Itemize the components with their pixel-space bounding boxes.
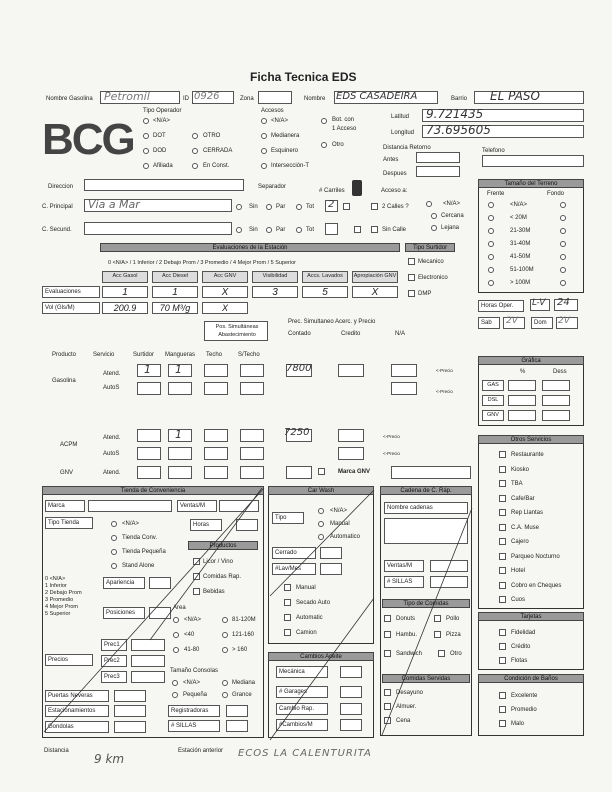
otros-servicios-header: Otros Servicios: [478, 435, 584, 444]
marca-gnv-label: Marca GNV: [338, 469, 371, 475]
c-principal-label: C. Principal: [42, 204, 73, 210]
radio-area-4180-label: 41-80: [184, 647, 200, 653]
evaluaciones-scale: 0 <N/A> / 1 Inferior / 2 Debajo Prom / 3 Promedio / 4 Mejor Prom / 5 Superior: [108, 260, 296, 266]
product-col-header: S/Techo: [238, 352, 260, 358]
radio-lejana-label: Lejana: [441, 225, 460, 231]
tipo-operador-label: Tipo Operador: [143, 108, 182, 114]
otros-servicio-label: Rep Llantas: [511, 510, 544, 516]
radio-consola-pequena-label: Pequeña: [183, 692, 208, 698]
carriles-label: # Carriles: [319, 188, 345, 194]
grafica-col2: Dess: [553, 369, 567, 375]
barrio-value: EL PASO: [490, 89, 540, 103]
eval-col-header: Apropiación GNV: [352, 271, 398, 283]
nombre-gasolina-value: Petromil: [104, 90, 150, 103]
nombre-label: Nombre: [304, 96, 326, 102]
otros-servicio-label: Hotel: [511, 568, 526, 574]
cw-autom-label: Automatic: [296, 615, 323, 621]
marca-label: Marca: [48, 503, 65, 509]
radio-dod-label: DOD: [153, 148, 167, 154]
estacion-anterior-label: Estación anterior: [178, 748, 224, 754]
nombre-cadenas-label: Nombre cadenas: [387, 505, 433, 511]
vol-value-cell[interactable]: 200.9: [102, 302, 148, 314]
antes-label: Antes: [383, 157, 399, 163]
gas-precio-prefix-2: <-Precio: [436, 389, 453, 394]
dom-value: 2V: [558, 316, 570, 326]
vol-label: Vol (Gls/M): [45, 305, 75, 311]
distancia-label: Distancia: [44, 748, 69, 754]
direccion-label: Direccion: [48, 184, 74, 190]
logo: BCG: [42, 115, 134, 164]
radio-secund-tot-label: Tot: [306, 227, 315, 233]
terreno-row-label: 51-100M: [510, 267, 534, 273]
cadena-ventas-label: Ventas/M: [387, 563, 413, 569]
radio-na-label: <N/A>: [153, 118, 171, 124]
radio-area-40-label: <40: [184, 632, 195, 638]
apariencia-label: Apariencia: [106, 580, 135, 586]
radio-principal-par-label: Par: [276, 204, 286, 210]
separador-label: Separador: [258, 184, 287, 190]
product-col-header: Servicio: [93, 352, 115, 358]
bebidas-label: Bebidas: [203, 589, 225, 595]
product-col-header: Mangueras: [165, 352, 196, 358]
radio-afiliada-label: Afiliada: [153, 163, 173, 169]
evaluaciones-header: Evaluaciones de la Estación: [100, 243, 400, 252]
product-col-header: Surtidor: [133, 352, 155, 358]
otros-servicio-label: Kiosko: [511, 466, 530, 473]
acpm-precio-value: 7250: [284, 427, 310, 438]
vol-value-cell[interactable]: 70 M³/g: [152, 302, 198, 314]
otros-servicio-label: TBA: [511, 481, 523, 487]
radio-area-160-label: > 160: [232, 647, 248, 653]
longitud-label: Longitud: [391, 130, 415, 136]
radio-tienda-na-label: <N/A>: [122, 521, 140, 527]
acpm-autos-label: AutoS: [103, 451, 120, 457]
radio-tienda-peq-label: Tienda Pequeña: [122, 549, 166, 555]
radio-consola-grande-label: Grance: [232, 692, 252, 698]
cadena-header: Cadena de C. Ráp.: [380, 486, 472, 495]
estacionamientos-label: Estacionamientos: [48, 708, 96, 714]
grafica-col1: %: [520, 369, 526, 375]
tienda-header: Tienda de Conveniencia: [42, 486, 264, 495]
acceso-a-label: Acceso a:: [381, 188, 408, 194]
otros-servicio-label: Cajero: [511, 539, 529, 545]
comidas-label: Comidas Rap.: [203, 574, 242, 580]
fondo-label: Fondo: [547, 191, 565, 197]
radio-dt-label: DOT: [153, 133, 166, 139]
sab-value: 2V: [506, 316, 518, 326]
eval-value-cell[interactable]: 1: [152, 286, 198, 298]
pizza-label: Pizza: [446, 632, 461, 638]
sillas-tienda-label: # SILLAS: [171, 723, 197, 729]
distancia-value: 9 km: [94, 752, 125, 766]
c-principal-value: Via a Mar: [88, 198, 140, 211]
eval-value-cell[interactable]: 5: [302, 286, 348, 298]
radio-interseccion-label: Intersección-T: [271, 163, 310, 169]
area-label: Area: [173, 605, 186, 611]
radio-principal-sin-label: Sin: [249, 204, 258, 210]
prec2-label: Prec2: [104, 658, 120, 664]
sin-calle-label: Sin Calle: [382, 227, 407, 233]
acceso-label: 1 Acceso: [332, 126, 357, 132]
dmp-label: DMP: [418, 291, 432, 297]
barrio-label: Barrio: [451, 96, 468, 102]
carriles-principal-value: 2: [328, 199, 335, 210]
distancia-retorno-label: Distancia Retorno: [383, 145, 431, 151]
eval-col-header: Visibilidad: [252, 271, 298, 283]
cambios-header: Cambios Aceite: [268, 652, 374, 661]
otros-servicio-label: Restaurante: [511, 452, 544, 458]
contado-label: Contado: [288, 331, 311, 337]
radio-tienda-conv-label: Tienda Conv.: [122, 535, 158, 541]
comidas-servidas-header: Comidas Servidas: [382, 674, 470, 683]
tarjeta-label: Crédito: [511, 644, 531, 650]
tipo-tienda-label: Tipo Tienda: [48, 520, 80, 526]
terreno-row-label: <N/A>: [510, 202, 528, 208]
acpm-label: ACPM: [60, 442, 78, 448]
desayuno-label: Desayuno: [396, 690, 424, 696]
horas-label: Horas Oper.: [481, 303, 514, 309]
radio-carwash-automatico-label: Automatico: [330, 534, 361, 540]
page-title: Ficha Tecnica EDS: [250, 70, 357, 84]
lav-mes-label: #Lav/Mes: [275, 566, 302, 572]
cambios-m-label: #Cambios/M: [279, 722, 313, 728]
dos-calles-label: 2 Calles ?: [382, 204, 409, 210]
terreno-row-label: 31-40M: [510, 241, 531, 247]
gas-autos-label: AutoS: [103, 385, 120, 391]
tamano-consolas-label: Tamaño Consolas: [170, 668, 219, 674]
radio-principal-tot-label: Tot: [306, 204, 315, 210]
gas-mang-value: 1: [175, 363, 182, 376]
posiciones-label: Posiciones: [106, 610, 136, 616]
carwash-header: Car Wash: [268, 486, 374, 495]
radio-stand-label: Stand Alone: [122, 563, 155, 569]
terreno-row-label: 41-50M: [510, 254, 531, 260]
gas-precio-value: 7800: [286, 363, 312, 374]
pos-simultaneas-label: Pos. Simultáneas Abastecimiento: [215, 324, 259, 338]
credito-label: Credito: [341, 331, 361, 337]
c-secund-label: C. Secund.: [42, 227, 72, 233]
telefono-label: Telefono: [482, 148, 505, 154]
cena-label: Cena: [396, 718, 411, 724]
tipo-comidas-header: Tipo de Comidas: [382, 599, 470, 608]
latitud-value: 9.721435: [426, 107, 484, 121]
grafica-header: Gráfica: [478, 356, 584, 365]
radio-area-81-label: 81-120M: [232, 617, 256, 623]
eval-col-header: Acc Gasol: [102, 271, 148, 283]
grafica-row-label: DSL: [482, 395, 504, 406]
pollo-label: Pollo: [446, 616, 460, 622]
sab-label: Sab: [481, 320, 492, 326]
otros-servicio-label: Parqueo Nocturno: [511, 553, 560, 560]
radio-acceso-na-label: <N/A>: [443, 201, 461, 207]
donuts-label: Donuts: [396, 616, 416, 622]
id-label: ID: [183, 96, 189, 102]
tarjeta-label: Flotas: [511, 658, 528, 664]
radio-carwash-manual-label: Manual: [330, 521, 350, 527]
grafica-row-label: GNV: [482, 410, 504, 421]
radio-esquinero-label: Esquinero: [271, 148, 299, 154]
gas-surtidor-value: 1: [144, 363, 151, 376]
condicion-label: Promedio: [511, 707, 537, 713]
otro-comida-label: Otro: [450, 651, 462, 657]
terreno-row-label: < 20M: [510, 215, 527, 221]
otros-servicio-label: Cuos: [511, 597, 526, 603]
vol-value-cell[interactable]: X: [202, 302, 248, 314]
radio-secund-par-label: Par: [276, 227, 286, 233]
acpm-precio-prefix-2: <-Precio: [383, 451, 400, 456]
radio-bot-con-label: Bot. con: [332, 117, 355, 123]
eval-value-cell[interactable]: 3: [252, 286, 298, 298]
mecanico-label: Mecanico: [418, 259, 444, 265]
escala-label: 0 <N/A> 1 Inferior 2 Debajo Prom 3 Promedio 4 Mejor Prom 5 Superior: [45, 576, 82, 617]
cerrado-label: Cerrado: [275, 550, 297, 556]
sandwich-label: Sandwich: [396, 651, 423, 657]
estacion-anterior-value: ECOS LA CALENTURITA: [238, 748, 372, 759]
radio-otro-label: OTRO: [203, 133, 221, 139]
despues-label: Despues: [383, 171, 407, 177]
precio-head-label: Prec. Simultaneo Acerc. y Precio: [288, 319, 376, 325]
tarjeta-label: Fidelidad: [511, 630, 536, 636]
condicion-label: Malo: [511, 721, 525, 727]
acpm-mang-value: 1: [175, 428, 182, 441]
tarjetas-header: Tarjetas: [478, 612, 584, 621]
otros-servicio-label: Cobro en Cheques: [511, 582, 562, 589]
radio-consola-mediana-label: Mediana: [232, 680, 256, 686]
acpm-atend-label: Atend.: [103, 435, 121, 441]
frente-label: Frente: [487, 191, 505, 197]
radio-accesos-na-label: <N/A>: [271, 118, 289, 124]
cw-camion-label: Camion: [296, 630, 317, 636]
nombre-value: EDS CASADEIRA: [336, 91, 418, 102]
otros-servicio-label: Cafe/Bar: [511, 495, 535, 502]
radio-otro-acceso-label: Otro: [332, 142, 344, 148]
radio-cerrada-label: CERRADA: [203, 148, 233, 154]
radio-consola-na-label: <N/A>: [183, 680, 201, 686]
cadena-sillas-label: # SILLAS: [387, 579, 413, 585]
product-col-header: Techo: [206, 352, 223, 358]
acpm-precio-prefix: <-Precio: [383, 434, 400, 439]
horas-value-1: L-V: [532, 298, 546, 308]
almuer-label: Almuer.: [396, 704, 417, 710]
radio-en-const-label: En Const.: [203, 163, 230, 169]
puertas-label: Puertas Neveras: [48, 693, 93, 699]
gnv-label: GNV: [60, 470, 74, 476]
gasolina-label: Gasolina: [52, 378, 76, 384]
hambu-label: Hambu.: [396, 632, 418, 638]
gnv-atend-label: Atend.: [103, 470, 121, 476]
zona-label: Zona: [240, 96, 254, 102]
eval-col-header: Acc GNV: [202, 271, 248, 283]
radio-medianera-label: Medianera: [271, 133, 300, 139]
gas-atend-label: Atend.: [103, 371, 121, 377]
gondolas-label: Gondolas: [48, 724, 74, 730]
prec1-label: Prec1: [104, 642, 120, 648]
na-label: N/A: [395, 331, 406, 337]
evaluaciones-label: Evaluaciones: [45, 289, 81, 295]
radio-secund-sin-label: Sin: [249, 227, 258, 233]
eval-col-header: Accs. Lavados: [302, 271, 348, 283]
product-col-header: Producto: [52, 352, 77, 358]
radio-area-121-label: 121-160: [232, 632, 255, 638]
otros-servicio-label: C.A. Muse: [511, 524, 540, 531]
registradoras-label: Registradoras: [171, 708, 209, 714]
eval-value-cell[interactable]: 1: [102, 286, 148, 298]
cw-manual-label: Manual: [296, 585, 316, 591]
dom-label: Dom: [534, 320, 547, 326]
accesos-label: Accesos: [261, 108, 284, 114]
grafica-row-label: GAS: [482, 380, 504, 391]
cw-secado-label: Secado Auto: [296, 600, 331, 606]
longitud-value: 73.695605: [426, 123, 491, 137]
id-value: 0926: [194, 91, 220, 102]
cambio-rap-label: Cambio Rap.: [279, 706, 315, 712]
gas-precio-prefix: <-Precio: [436, 368, 453, 373]
horas-value-2: 24: [557, 297, 570, 308]
eval-value-cell[interactable]: X: [352, 286, 398, 298]
nombre-gasolina-label: Nombre Gasolina: [46, 96, 93, 102]
terreno-row-label: > 100M: [510, 280, 531, 286]
productos-header: Productos: [188, 541, 258, 550]
eval-col-header: Acc Diesel: [152, 271, 198, 283]
terreno-row-label: 21-30M: [510, 228, 531, 234]
radio-area-na-label: <N/A>: [184, 617, 202, 623]
eval-value-cell[interactable]: X: [202, 286, 248, 298]
radio-cercana-label: Cercana: [441, 213, 464, 219]
tipo-surtidor-header: Tipo Surtidor: [405, 243, 455, 252]
prec3-label: Prec3: [104, 674, 120, 680]
electronico-label: Electronico: [418, 275, 448, 281]
condicion-header: Condición de Baños: [478, 674, 584, 683]
tamano-terreno-header: Tamaño del Terreno: [478, 179, 584, 188]
carwash-tipo-label: Tipo: [275, 515, 287, 521]
latitud-label: Latitud: [391, 114, 410, 120]
garages-label: # Garages: [279, 689, 308, 695]
horas-tienda-label: Horas: [193, 522, 210, 528]
condicion-label: Excelente: [511, 693, 538, 699]
mecanica-label: Mecánica: [279, 669, 305, 675]
ventas-label: Ventas/M: [180, 503, 206, 509]
radio-carwash-na-label: <N/A>: [330, 508, 348, 514]
licor-label: Licor / Vino: [203, 559, 233, 565]
precios-label: Precios: [48, 657, 69, 663]
